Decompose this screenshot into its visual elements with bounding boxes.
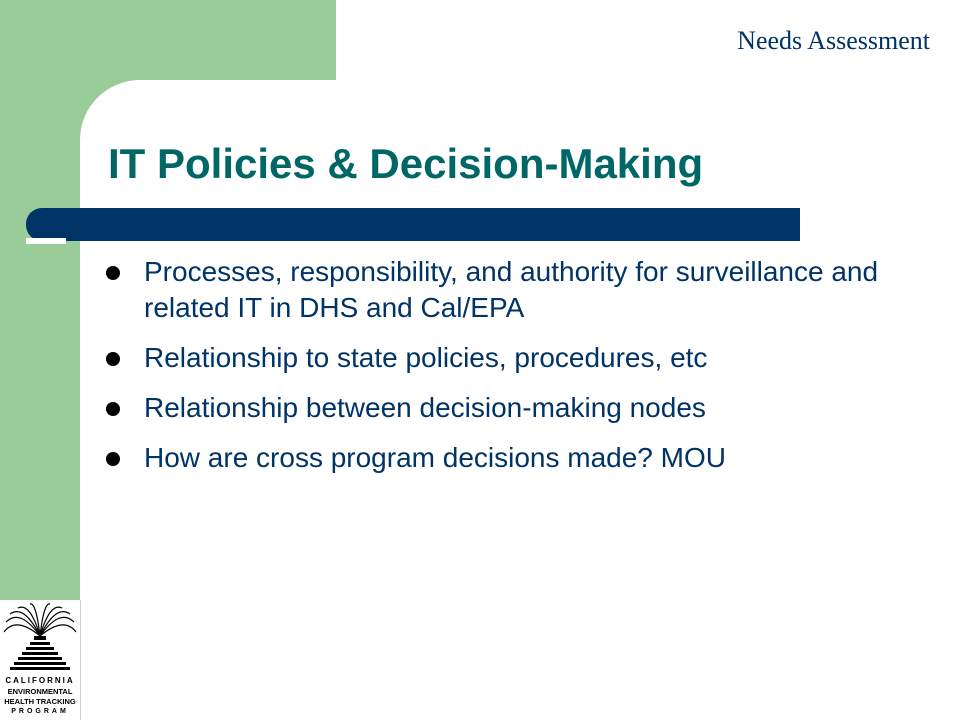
section-label: Needs Assessment: [737, 26, 930, 55]
logo-line-health-tracking: HEALTH TRACKING: [4, 697, 76, 706]
bullet-item: [104, 254, 904, 326]
bullet-dot-icon: [106, 352, 120, 366]
bullet-dot-icon: [106, 452, 120, 466]
fountain-logo-icon: [0, 600, 80, 676]
logo-line-california: CALIFORNIA: [5, 676, 75, 685]
bullet-text: Relationship to state policies, procedures, etc: [144, 342, 708, 373]
title-bar-notch: [26, 238, 66, 244]
bullet-text: Relationship between decision-making nodes: [144, 392, 706, 423]
bullet-list: [104, 254, 904, 490]
program-logo: [0, 600, 81, 720]
bullet-dot-icon: [106, 266, 120, 280]
bullet-dot-icon: [106, 402, 120, 416]
bullet-item: [104, 340, 904, 376]
bullet-item: [104, 440, 904, 476]
logo-line-program: PROGRAM: [11, 708, 69, 715]
title-underline-bar: [26, 208, 800, 241]
bullet-text: How are cross program decisions made? MOU: [144, 442, 726, 473]
bullet-item: [104, 390, 904, 426]
logo-line-environmental: ENVIRONMENTAL: [7, 687, 73, 696]
bullet-text: Processes, responsibility, and authority for surveillance and related IT in DHS and Cal/EPA: [144, 256, 879, 323]
slide-title: IT Policies & Decision-Making: [108, 140, 704, 187]
